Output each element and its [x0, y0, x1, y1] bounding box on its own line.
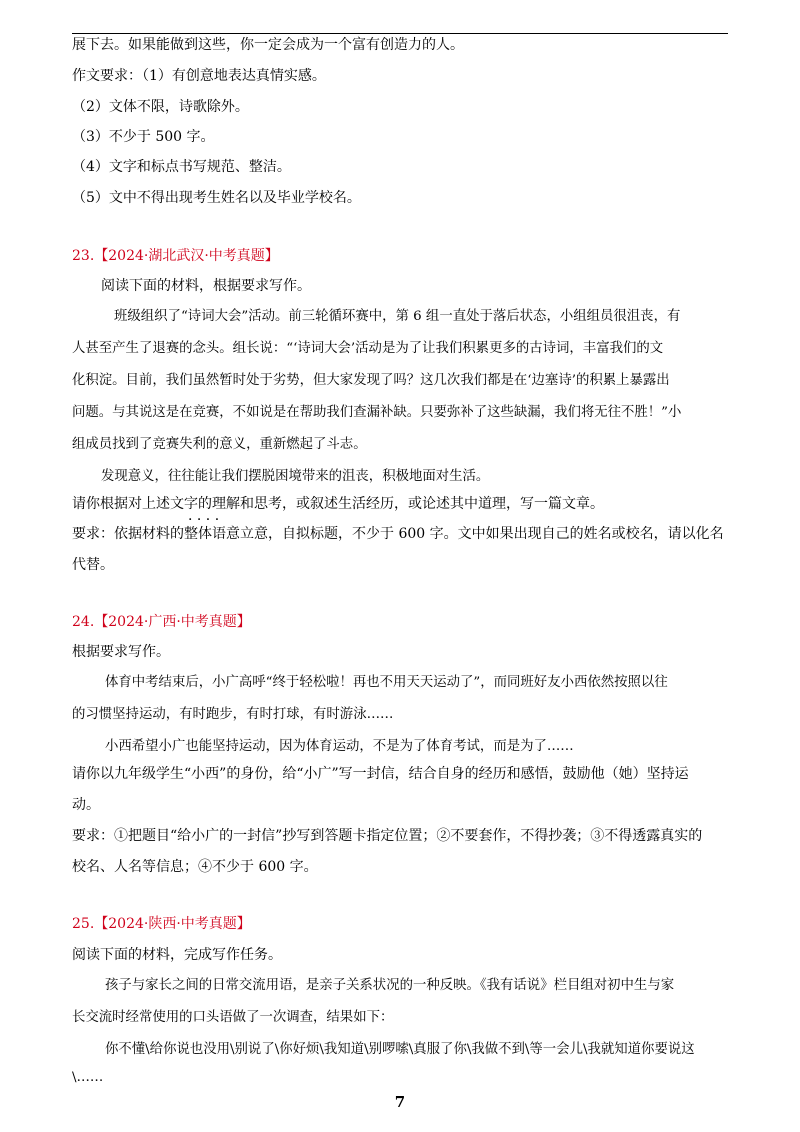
material-line: 孩子与家长之间的日常交流用语，是亲子关系状况的一种反映。《我有话说》栏目组对初中生与家	[105, 978, 675, 993]
header-rule	[72, 33, 728, 34]
material-line: \……	[72, 1070, 104, 1085]
page-number: 7	[394, 1093, 406, 1111]
material-line: 你不懂\给你说也没用\别说了\你好烦\我知道\别啰嗦\真服了你\我做不到\等一会儿\我就知道你要说这	[105, 1042, 695, 1057]
material-line: 班级组织了“诗词大会”活动。前三轮循环赛中，第 6 组一直处于落后状态，小组组员很沮丧，有	[114, 309, 681, 324]
material-line: 组成员找到了竞赛失利的意义，重新燃起了斗志。	[72, 437, 367, 452]
question-24-intro: 根据要求写作。	[72, 644, 170, 660]
question-24-requirement: 校名、人名等信息；④不少于 600 字。	[72, 859, 318, 875]
question-23-requirement: 代替。	[72, 557, 114, 573]
text-line: （4）文字和标点书写规范、整洁。	[72, 159, 291, 175]
material-line: 发现意义，往往能让我们摆脱困境带来的沮丧，积极地面对生活。	[101, 469, 490, 484]
text-line: （3）不少于 500 字。	[72, 129, 215, 145]
material-line: 问题。与其说这是在竞赛，不如说是在帮助我们查漏补缺。只要弥补了这些缺漏，我们将无往不胜！”小	[72, 405, 682, 420]
material-line: 长交流时经常使用的口头语做了一次调查，结果如下：	[72, 1010, 394, 1025]
question-25-title: 25.【2024·陕西·中考真题】	[72, 916, 251, 932]
question-24-task: 请你以九年级学生“小西”的身份，给“小广”写一封信，结合自身的经历和感悟，鼓励他（她）坚持运	[72, 766, 689, 782]
question-25-intro: 阅读下面的材料，完成写作任务。	[72, 947, 282, 963]
question-24-title: 24.【2024·广西·中考真题】	[72, 614, 251, 630]
emphasis-dots: · · · ·	[188, 512, 220, 528]
question-23-intro: 阅读下面的材料，根据要求写作。	[101, 278, 311, 294]
question-23-task: 请你根据对上述文字的理解和思考，或叙述生活经历，或论述其中道理，写一篇文章。	[72, 496, 604, 512]
question-24-requirement: 要求：①把题目“给小广的一封信”抄写到答题卡指定位置；②不要套作，不得抄袭；③不得透露真实的	[72, 828, 703, 844]
material-line: 人甚至产生了退赛的念头。组长说：“‘诗词大会’活动是为了让我们积累更多的古诗词，丰富我们的文	[72, 341, 664, 356]
material-line: 的习惯坚持运动，有时跑步，有时打球，有时游泳……	[72, 707, 394, 722]
question-24-task: 动。	[72, 797, 100, 813]
material-line: 体育中考结束后，小广高呼“终于轻松啦！再也不用天天运动了”，而同班好友小西依然按照以往	[105, 675, 668, 690]
text-line: （5）文中不得出现考生姓名以及毕业学校名。	[72, 190, 361, 206]
text-line: 作文要求：（1）有创意地表达真情实感。	[72, 68, 326, 84]
text-line: 展下去。如果能做到这些，你一定会成为一个富有创造力的人。	[72, 37, 464, 53]
text-line: （2）文体不限，诗歌除外。	[72, 99, 249, 115]
question-23-title: 23.【2024·湖北武汉·中考真题】	[72, 248, 279, 264]
material-line: 化积淀。目前，我们虽然暂时处于劣势，但大家发现了吗？这几次我们都是在‘边塞诗’的积累上暴露出	[72, 373, 670, 388]
question-23-requirement: 要求：依据材料的整体语意立意，自拟标题，不少于 600 字。文中如果出现自己的姓名或校名，请以化名	[72, 526, 724, 542]
material-line: 小西希望小广也能坚持运动，因为体育运动，不是为了体育考试，而是为了……	[105, 739, 574, 754]
